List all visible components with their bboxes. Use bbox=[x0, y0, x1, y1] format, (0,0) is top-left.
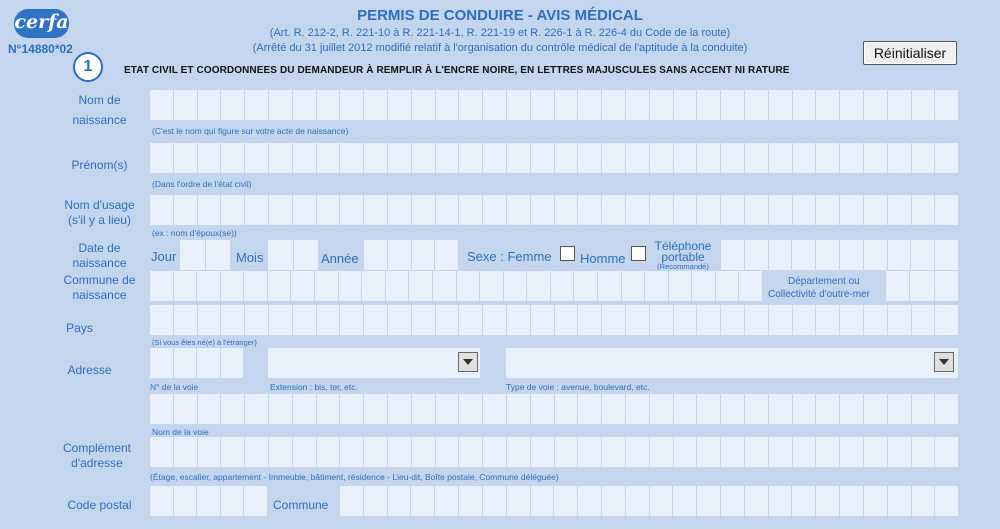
input-complement[interactable] bbox=[150, 437, 958, 467]
label-jour: Jour bbox=[151, 249, 177, 264]
form-subtitle-legal: (Art. R. 212-2, R. 221-10 à R. 221-14-1, R. 221-19 et R. 226-1 à R. 226-4 du Code de la route) bbox=[269, 27, 731, 39]
label-sexe-femme: Sexe : Femme bbox=[467, 249, 552, 264]
hint-nom-usage: (ex : nom d'époux(se)) bbox=[152, 228, 237, 238]
hint-complement: (Étage, escalier, appartement - Immeuble, bâtiment, résidence - Lieu-dit, Boîte postale, Commune déléguée) bbox=[150, 472, 559, 482]
input-mois[interactable] bbox=[268, 240, 318, 270]
checkbox-femme[interactable] bbox=[560, 246, 575, 261]
label-pays: Pays bbox=[66, 321, 93, 335]
label-commune: Commune bbox=[273, 498, 329, 512]
label-prenoms: Prénom(s) bbox=[71, 158, 128, 172]
cerfa-logo: cerfa bbox=[14, 9, 69, 38]
label-mois: Mois bbox=[236, 250, 264, 265]
chevron-down-icon[interactable] bbox=[934, 352, 954, 372]
hint-nom-voie: Nom de la voie bbox=[152, 427, 209, 437]
label-complement: Complément d'adresse bbox=[62, 441, 132, 470]
hint-nom-naissance: (C'est le nom qui figure sur votre acte de naissance) bbox=[152, 126, 349, 136]
input-nom-voie[interactable] bbox=[150, 394, 958, 424]
label-commune-naissance: Commune de naissance bbox=[63, 273, 136, 302]
form-title: PERMIS DE CONDUIRE - AVIS MÉDICAL bbox=[357, 7, 643, 24]
input-annee[interactable] bbox=[364, 240, 458, 270]
select-type-voie[interactable] bbox=[506, 348, 958, 378]
input-departement[interactable] bbox=[886, 271, 958, 301]
label-departement: Département ou Collectivité d'outre-mer bbox=[768, 276, 870, 300]
input-code-postal[interactable] bbox=[150, 486, 267, 516]
input-numero-voie[interactable] bbox=[150, 348, 243, 378]
hint-prenoms: (Dans l'ordre de l'état civil) bbox=[152, 179, 252, 189]
label-nom-naissance: Nom de naissance bbox=[72, 93, 127, 127]
checkbox-homme[interactable] bbox=[631, 246, 646, 261]
input-pays[interactable] bbox=[150, 305, 958, 335]
hint-type-voie: Type de voie : avenue, boulevard, etc. bbox=[506, 382, 650, 392]
hint-extension: Extension : bis, ter, etc. bbox=[270, 382, 358, 392]
input-commune[interactable] bbox=[340, 486, 958, 516]
label-code-postal: Code postal bbox=[67, 498, 132, 512]
reset-button[interactable]: Réinitialiser bbox=[863, 41, 957, 65]
label-adresse: Adresse bbox=[67, 363, 112, 377]
input-telephone[interactable] bbox=[721, 240, 958, 270]
hint-numero-voie: N° de la voie bbox=[150, 382, 199, 392]
input-commune-naissance[interactable] bbox=[150, 271, 762, 301]
label-telephone: Téléphone portable (Recommandé) bbox=[654, 239, 712, 271]
label-annee: Année bbox=[321, 251, 359, 266]
hint-pays: (Si vous êtes né(e) à l'étranger) bbox=[152, 338, 257, 347]
select-extension[interactable] bbox=[268, 348, 480, 378]
input-jour[interactable] bbox=[180, 240, 230, 270]
label-nom-usage: Nom d'usage (s'il y a lieu) bbox=[64, 198, 135, 227]
input-nom-naissance[interactable] bbox=[150, 90, 958, 120]
section-title: ETAT CIVIL ET COORDONNEES DU DEMANDEUR À REMPLIR À L'ENCRE NOIRE, EN LETTRES MAJUSCULES SANS ACCENT NI RATURE bbox=[124, 65, 790, 76]
input-prenoms[interactable] bbox=[150, 143, 958, 173]
label-sexe-homme: Homme bbox=[580, 251, 626, 266]
section-number-badge: 1 bbox=[73, 52, 103, 82]
chevron-down-icon[interactable] bbox=[458, 352, 478, 372]
cerfa-number: N°14880*02 bbox=[8, 42, 73, 56]
input-nom-usage[interactable] bbox=[150, 195, 958, 225]
form-subtitle-arrete: (Arrêté du 31 juillet 2012 modifié relatif à l'organisation du contrôle médical de l'aptitude à la conduite) bbox=[252, 42, 748, 54]
label-date-naissance: Date de naissance bbox=[72, 241, 127, 270]
